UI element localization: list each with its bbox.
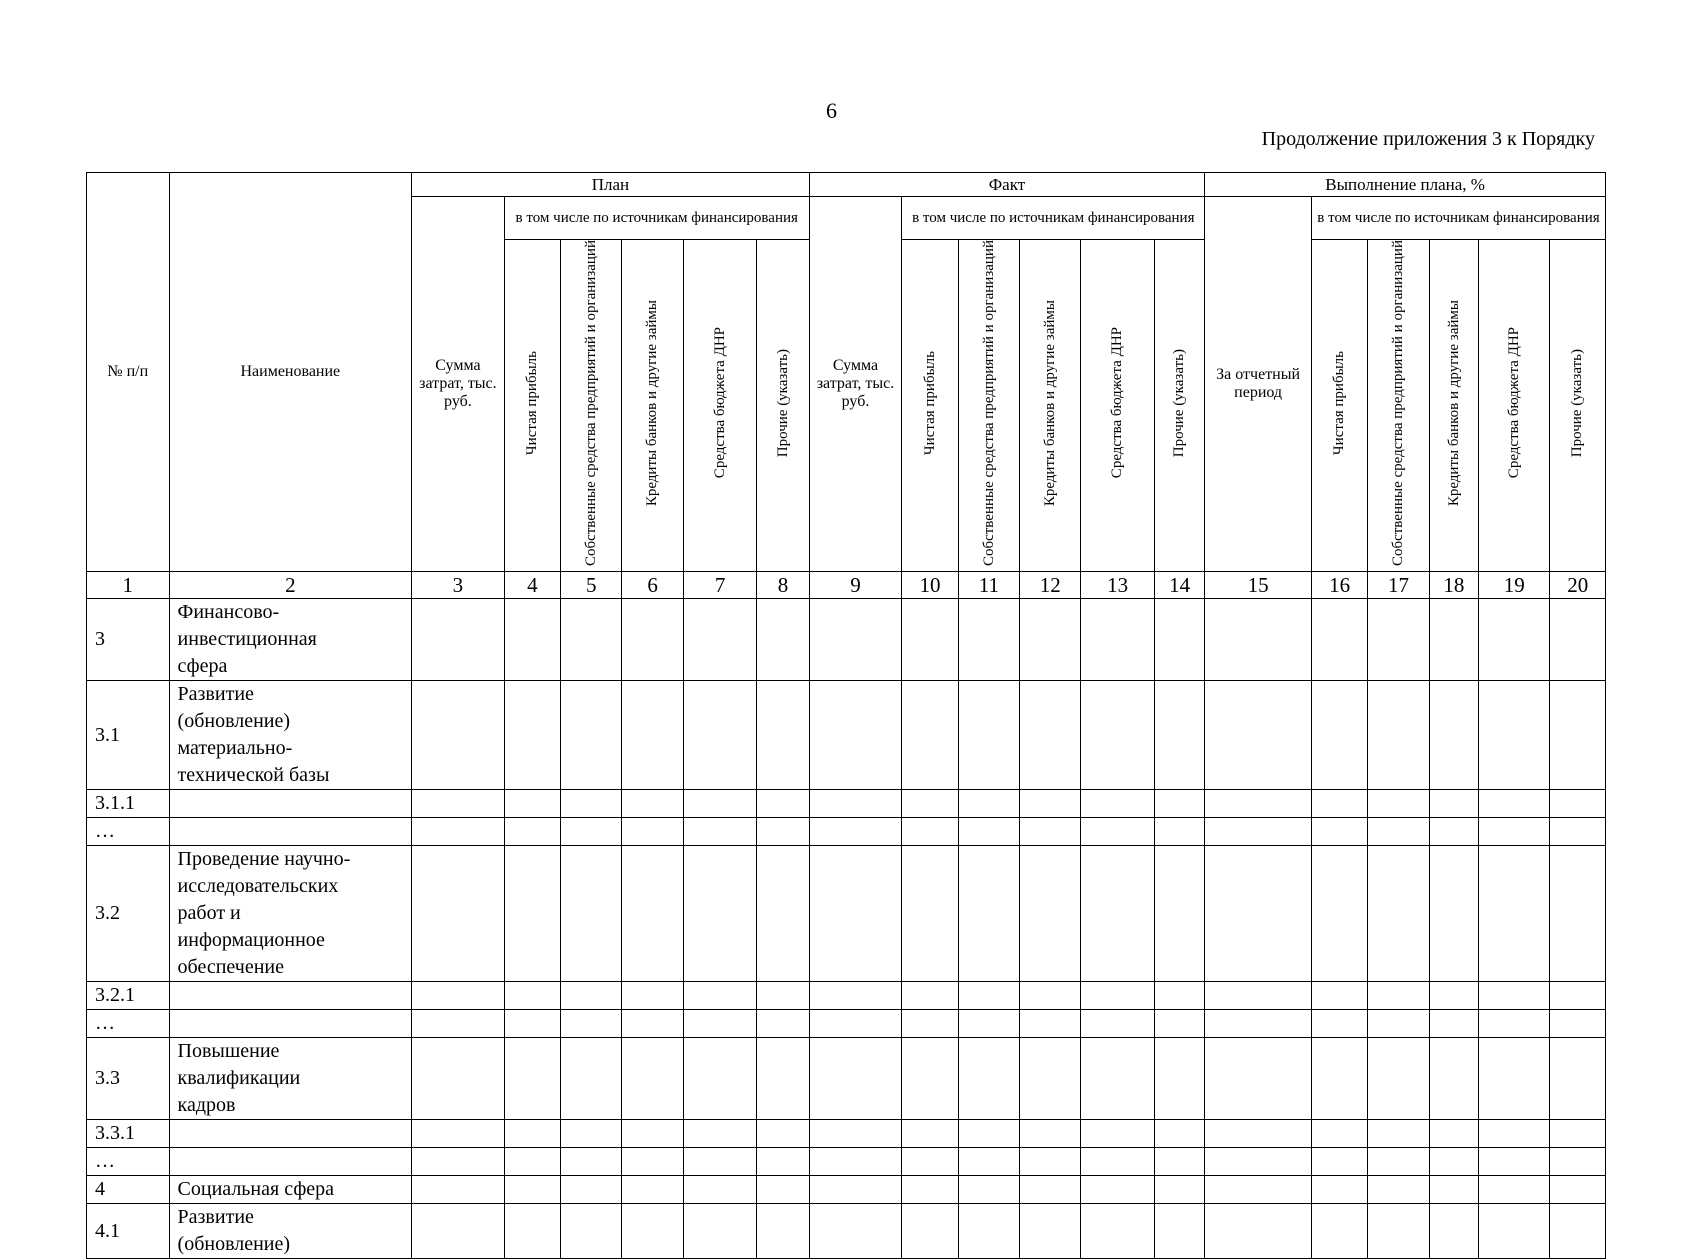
column-number: 15 xyxy=(1205,572,1312,599)
header-fact-net-profit: Чистая прибыль xyxy=(921,350,938,456)
value-cell[interactable] xyxy=(683,1038,756,1120)
value-cell[interactable] xyxy=(1368,1148,1429,1176)
value-cell[interactable] xyxy=(1205,790,1312,818)
header-fact: Факт xyxy=(809,173,1205,197)
value-cell[interactable] xyxy=(1081,982,1154,1010)
value-cell[interactable] xyxy=(757,818,809,846)
value-cell[interactable] xyxy=(1081,1204,1154,1259)
row-name: Финансово- инвестиционная сфера xyxy=(169,599,412,681)
value-cell[interactable] xyxy=(1368,818,1429,846)
value-cell[interactable] xyxy=(1311,790,1367,818)
header-plan-net-profit: Чистая прибыль xyxy=(524,350,541,456)
column-number: 10 xyxy=(902,572,958,599)
value-cell[interactable] xyxy=(622,681,683,790)
value-cell[interactable] xyxy=(504,1010,560,1038)
value-cell[interactable] xyxy=(1550,1148,1606,1176)
header-fact-budget-funds: Средства бюджета ДНР xyxy=(1109,327,1126,479)
value-cell[interactable] xyxy=(622,1148,683,1176)
row-name xyxy=(169,1010,412,1038)
column-number: 11 xyxy=(958,572,1019,599)
value-cell[interactable] xyxy=(1311,1038,1367,1120)
table-row xyxy=(87,1010,1606,1038)
value-cell[interactable] xyxy=(809,1120,902,1148)
table-row xyxy=(87,1120,1606,1148)
value-cell[interactable] xyxy=(757,846,809,982)
row-name xyxy=(169,818,412,846)
value-cell[interactable] xyxy=(504,818,560,846)
value-cell[interactable] xyxy=(561,1038,622,1120)
value-cell[interactable] xyxy=(412,790,505,818)
value-cell[interactable] xyxy=(1081,1148,1154,1176)
value-cell[interactable] xyxy=(1368,790,1429,818)
value-cell[interactable] xyxy=(1020,1010,1081,1038)
value-cell[interactable] xyxy=(1081,818,1154,846)
header-completion-sources: в том числе по источникам финансирования xyxy=(1311,197,1605,240)
value-cell[interactable] xyxy=(561,818,622,846)
appendix-note: Продолжение приложения 3 к Порядку xyxy=(1261,128,1595,150)
value-cell[interactable] xyxy=(504,1204,560,1259)
header-reporting-period: За отчетный период xyxy=(1205,197,1312,572)
value-cell[interactable] xyxy=(412,599,505,681)
value-cell[interactable] xyxy=(902,1038,958,1120)
table-row xyxy=(87,681,1606,790)
table-row xyxy=(87,846,1606,982)
value-cell[interactable] xyxy=(504,1120,560,1148)
value-cell[interactable] xyxy=(1368,1120,1429,1148)
value-cell[interactable] xyxy=(683,599,756,681)
value-cell[interactable] xyxy=(902,1120,958,1148)
value-cell[interactable] xyxy=(1020,1038,1081,1120)
header-fact-bank-loans: Кредиты банков и другие займы xyxy=(1041,299,1058,507)
value-cell[interactable] xyxy=(1550,1038,1606,1120)
value-cell[interactable] xyxy=(902,818,958,846)
value-cell[interactable] xyxy=(757,1204,809,1259)
value-cell[interactable] xyxy=(622,790,683,818)
header-completion-bank-loans: Кредиты банков и другие займы xyxy=(1445,299,1462,507)
value-cell[interactable] xyxy=(1479,982,1550,1010)
value-cell[interactable] xyxy=(1550,790,1606,818)
value-cell[interactable] xyxy=(1020,1148,1081,1176)
value-cell[interactable] xyxy=(1479,1010,1550,1038)
value-cell[interactable] xyxy=(1154,790,1204,818)
value-cell[interactable] xyxy=(1081,1010,1154,1038)
value-cell[interactable] xyxy=(902,1204,958,1259)
value-cell[interactable] xyxy=(1154,1148,1204,1176)
value-cell[interactable] xyxy=(561,1010,622,1038)
value-cell[interactable] xyxy=(1479,846,1550,982)
value-cell[interactable] xyxy=(504,681,560,790)
row-code: 3.2 xyxy=(87,846,170,982)
value-cell[interactable] xyxy=(412,982,505,1010)
value-cell[interactable] xyxy=(1311,1010,1367,1038)
table-row xyxy=(87,790,1606,818)
column-number: 12 xyxy=(1020,572,1081,599)
value-cell[interactable] xyxy=(561,790,622,818)
value-cell[interactable] xyxy=(561,846,622,982)
row-code: 3.1.1 xyxy=(87,790,170,818)
column-number: 1 xyxy=(87,572,170,599)
value-cell[interactable] xyxy=(561,1204,622,1259)
value-cell[interactable] xyxy=(958,982,1019,1010)
header-plan-own-funds: Собственные средства предприятий и организаций xyxy=(583,240,599,567)
value-cell[interactable] xyxy=(902,790,958,818)
value-cell[interactable] xyxy=(1205,1204,1312,1259)
header-plan-total-cost: Сумма затрат, тыс. руб. xyxy=(412,197,505,572)
value-cell[interactable] xyxy=(757,1148,809,1176)
value-cell[interactable] xyxy=(1429,681,1478,790)
row-code: 3.1 xyxy=(87,681,170,790)
value-cell[interactable] xyxy=(1368,982,1429,1010)
column-number: 5 xyxy=(561,572,622,599)
row-name: Социальная сфера xyxy=(169,1176,412,1204)
column-number: 20 xyxy=(1550,572,1606,599)
value-cell[interactable] xyxy=(809,599,902,681)
value-cell[interactable] xyxy=(902,599,958,681)
value-cell[interactable] xyxy=(1479,1148,1550,1176)
value-cell[interactable] xyxy=(1429,818,1478,846)
table-row xyxy=(87,982,1606,1010)
column-number: 7 xyxy=(683,572,756,599)
value-cell[interactable] xyxy=(809,846,902,982)
value-cell[interactable] xyxy=(1550,1120,1606,1148)
value-cell[interactable] xyxy=(902,1010,958,1038)
value-cell[interactable] xyxy=(1550,1204,1606,1259)
value-cell[interactable] xyxy=(1205,681,1312,790)
value-cell[interactable] xyxy=(1205,1038,1312,1120)
value-cell[interactable] xyxy=(412,1204,505,1259)
value-cell[interactable] xyxy=(683,790,756,818)
row-code: 4.1 xyxy=(87,1204,170,1259)
value-cell[interactable] xyxy=(809,1204,902,1259)
table-row xyxy=(87,1038,1606,1120)
column-number: 13 xyxy=(1081,572,1154,599)
value-cell[interactable] xyxy=(1429,1120,1478,1148)
value-cell[interactable] xyxy=(1205,846,1312,982)
row-code: 3 xyxy=(87,599,170,681)
column-number: 17 xyxy=(1368,572,1429,599)
column-number: 3 xyxy=(412,572,505,599)
header-no: № п/п xyxy=(87,173,170,572)
value-cell[interactable] xyxy=(1429,982,1478,1010)
value-cell[interactable] xyxy=(902,1148,958,1176)
value-cell[interactable] xyxy=(1550,818,1606,846)
value-cell[interactable] xyxy=(622,1120,683,1148)
value-cell[interactable] xyxy=(561,1148,622,1176)
column-number: 4 xyxy=(504,572,560,599)
value-cell[interactable] xyxy=(504,846,560,982)
table-row xyxy=(87,1204,1606,1259)
value-cell[interactable] xyxy=(1081,790,1154,818)
column-number: 16 xyxy=(1311,572,1367,599)
row-code: … xyxy=(87,1010,170,1038)
header-name: Наименование xyxy=(169,173,412,572)
value-cell[interactable] xyxy=(1429,1038,1478,1120)
value-cell[interactable] xyxy=(1311,846,1367,982)
header-completion-net-profit: Чистая прибыль xyxy=(1331,350,1348,456)
row-name xyxy=(169,982,412,1010)
header-completion-other: Прочие (указать) xyxy=(1569,348,1586,458)
value-cell[interactable] xyxy=(1311,818,1367,846)
value-cell[interactable] xyxy=(902,846,958,982)
value-cell[interactable] xyxy=(412,818,505,846)
value-cell[interactable] xyxy=(1368,1204,1429,1259)
value-cell[interactable] xyxy=(412,1148,505,1176)
value-cell[interactable] xyxy=(1205,599,1312,681)
value-cell[interactable] xyxy=(1081,681,1154,790)
value-cell[interactable] xyxy=(958,681,1019,790)
value-cell[interactable] xyxy=(757,1010,809,1038)
value-cell[interactable] xyxy=(1205,1148,1312,1176)
value-cell[interactable] xyxy=(504,599,560,681)
value-cell[interactable] xyxy=(412,846,505,982)
value-cell[interactable] xyxy=(622,1010,683,1038)
value-cell[interactable] xyxy=(958,1148,1019,1176)
column-number: 18 xyxy=(1429,572,1478,599)
row-name xyxy=(169,1120,412,1148)
column-number: 9 xyxy=(809,572,902,599)
row-name: Развитие (обновление) материально- технической базы xyxy=(169,681,412,790)
value-cell[interactable] xyxy=(809,982,902,1010)
value-cell[interactable] xyxy=(683,846,756,982)
value-cell[interactable] xyxy=(958,790,1019,818)
value-cell[interactable] xyxy=(1020,1204,1081,1259)
value-cell[interactable] xyxy=(902,681,958,790)
page-number: 6 xyxy=(826,98,837,123)
value-cell[interactable] xyxy=(1479,790,1550,818)
header-fact-total-cost: Сумма затрат, тыс. руб. xyxy=(809,197,902,572)
value-cell[interactable] xyxy=(1081,1120,1154,1148)
header-completion-budget-funds: Средства бюджета ДНР xyxy=(1505,327,1522,479)
value-cell[interactable] xyxy=(1311,1148,1367,1176)
row-code: … xyxy=(87,1148,170,1176)
table-row xyxy=(87,1148,1606,1176)
value-cell[interactable] xyxy=(1311,599,1367,681)
column-number: 19 xyxy=(1479,572,1550,599)
value-cell[interactable] xyxy=(1154,599,1204,681)
row-name xyxy=(169,1148,412,1176)
value-cell[interactable] xyxy=(622,818,683,846)
column-number: 8 xyxy=(757,572,809,599)
value-cell[interactable] xyxy=(1368,599,1429,681)
value-cell[interactable] xyxy=(1020,818,1081,846)
value-cell[interactable] xyxy=(504,1038,560,1120)
value-cell[interactable] xyxy=(683,681,756,790)
value-cell[interactable] xyxy=(1020,982,1081,1010)
header-plan-budget-funds: Средства бюджета ДНР xyxy=(711,327,728,479)
value-cell[interactable] xyxy=(683,1010,756,1038)
header-fact-other: Прочие (указать) xyxy=(1171,348,1188,458)
value-cell[interactable] xyxy=(683,1148,756,1176)
value-cell[interactable] xyxy=(1368,681,1429,790)
value-cell[interactable] xyxy=(1429,846,1478,982)
value-cell[interactable] xyxy=(412,681,505,790)
row-code: … xyxy=(87,818,170,846)
value-cell[interactable] xyxy=(809,1148,902,1176)
value-cell[interactable] xyxy=(958,846,1019,982)
value-cell[interactable] xyxy=(561,599,622,681)
value-cell[interactable] xyxy=(757,681,809,790)
value-cell[interactable] xyxy=(622,1038,683,1120)
value-cell[interactable] xyxy=(1020,1120,1081,1148)
column-number: 6 xyxy=(622,572,683,599)
value-cell[interactable] xyxy=(1368,1010,1429,1038)
value-cell[interactable] xyxy=(1429,1148,1478,1176)
header-plan-sources: в том числе по источникам финансирования xyxy=(504,197,809,240)
value-cell[interactable] xyxy=(1020,681,1081,790)
value-cell[interactable] xyxy=(504,1148,560,1176)
value-cell[interactable] xyxy=(1020,599,1081,681)
value-cell[interactable] xyxy=(1429,599,1478,681)
row-code: 4 xyxy=(87,1176,170,1204)
value-cell[interactable] xyxy=(1205,818,1312,846)
value-cell[interactable] xyxy=(1311,681,1367,790)
value-cell[interactable] xyxy=(809,1038,902,1120)
header-fact-sources: в том числе по источникам финансирования xyxy=(902,197,1205,240)
value-cell[interactable] xyxy=(1205,1120,1312,1148)
value-cell[interactable] xyxy=(1479,1038,1550,1120)
value-cell[interactable] xyxy=(561,681,622,790)
value-cell[interactable] xyxy=(958,1038,1019,1120)
value-cell[interactable] xyxy=(958,818,1019,846)
header-plan: План xyxy=(412,173,810,197)
value-cell[interactable] xyxy=(1020,790,1081,818)
value-cell[interactable] xyxy=(1550,599,1606,681)
row-code: 3.3 xyxy=(87,1038,170,1120)
value-cell[interactable] xyxy=(1154,846,1204,982)
value-cell[interactable] xyxy=(1154,818,1204,846)
value-cell[interactable] xyxy=(1020,846,1081,982)
value-cell[interactable] xyxy=(1081,1038,1154,1120)
value-cell[interactable] xyxy=(757,790,809,818)
value-cell[interactable] xyxy=(1368,846,1429,982)
value-cell[interactable] xyxy=(1368,1038,1429,1120)
table-body xyxy=(87,572,1606,1259)
value-cell[interactable] xyxy=(1479,1204,1550,1259)
value-cell[interactable] xyxy=(561,1120,622,1148)
value-cell[interactable] xyxy=(1205,1010,1312,1038)
value-cell[interactable] xyxy=(809,790,902,818)
table-row xyxy=(87,818,1606,846)
header-plan-bank-loans: Кредиты банков и другие займы xyxy=(644,299,661,507)
value-cell[interactable] xyxy=(1550,1010,1606,1038)
row-name: Развитие (обновление) xyxy=(169,1204,412,1259)
value-cell[interactable] xyxy=(757,1120,809,1148)
column-number-row xyxy=(87,572,1606,599)
value-cell[interactable] xyxy=(504,790,560,818)
value-cell[interactable] xyxy=(809,1010,902,1038)
value-cell[interactable] xyxy=(683,818,756,846)
value-cell[interactable] xyxy=(958,1010,1019,1038)
value-cell[interactable] xyxy=(809,681,902,790)
header-completion: Выполнение плана, % xyxy=(1205,173,1606,197)
value-cell[interactable] xyxy=(958,1120,1019,1148)
value-cell[interactable] xyxy=(622,982,683,1010)
value-cell[interactable] xyxy=(958,1204,1019,1259)
header-fact-own-funds: Собственные средства предприятий и организаций xyxy=(980,240,997,567)
value-cell[interactable] xyxy=(1311,1120,1367,1148)
value-cell[interactable] xyxy=(1154,982,1204,1010)
header-completion-own-funds: Собственные средства предприятий и организаций xyxy=(1390,240,1407,567)
row-code: 3.3.1 xyxy=(87,1120,170,1148)
value-cell[interactable] xyxy=(622,1204,683,1259)
value-cell[interactable] xyxy=(683,982,756,1010)
column-number: 14 xyxy=(1154,572,1204,599)
value-cell[interactable] xyxy=(412,1010,505,1038)
value-cell[interactable] xyxy=(622,846,683,982)
value-cell[interactable] xyxy=(1154,681,1204,790)
value-cell[interactable] xyxy=(757,982,809,1010)
value-cell[interactable] xyxy=(1479,1120,1550,1148)
value-cell[interactable] xyxy=(1205,982,1312,1010)
value-cell[interactable] xyxy=(622,599,683,681)
row-code: 3.2.1 xyxy=(87,982,170,1010)
value-cell[interactable] xyxy=(504,982,560,1010)
value-cell[interactable] xyxy=(1081,599,1154,681)
value-cell[interactable] xyxy=(1550,681,1606,790)
value-cell[interactable] xyxy=(757,1038,809,1120)
value-cell[interactable] xyxy=(1081,846,1154,982)
value-cell[interactable] xyxy=(1311,982,1367,1010)
value-cell[interactable] xyxy=(1154,1120,1204,1148)
value-cell[interactable] xyxy=(1429,790,1478,818)
row-name: Повышение квалификации кадров xyxy=(169,1038,412,1120)
value-cell[interactable] xyxy=(1154,1204,1204,1259)
value-cell[interactable] xyxy=(561,982,622,1010)
value-cell[interactable] xyxy=(683,1120,756,1148)
value-cell[interactable] xyxy=(683,1204,756,1259)
report-table xyxy=(86,172,1606,1259)
row-name xyxy=(169,790,412,818)
value-cell[interactable] xyxy=(809,818,902,846)
value-cell[interactable] xyxy=(1479,681,1550,790)
header-plan-other: Прочие (указать) xyxy=(774,348,791,458)
value-cell[interactable] xyxy=(1154,1038,1204,1120)
row-name: Проведение научно- исследовательских работ и информационное обеспечение xyxy=(169,846,412,982)
column-number: 2 xyxy=(169,572,412,599)
value-cell[interactable] xyxy=(1429,1204,1478,1259)
value-cell[interactable] xyxy=(1550,982,1606,1010)
value-cell[interactable] xyxy=(412,1120,505,1148)
value-cell[interactable] xyxy=(1429,1010,1478,1038)
value-cell[interactable] xyxy=(958,599,1019,681)
value-cell[interactable] xyxy=(1550,846,1606,982)
table-row xyxy=(87,599,1606,681)
value-cell[interactable] xyxy=(1154,1010,1204,1038)
value-cell[interactable] xyxy=(1479,818,1550,846)
value-cell[interactable] xyxy=(902,982,958,1010)
value-cell[interactable] xyxy=(1311,1204,1367,1259)
value-cell[interactable] xyxy=(1479,599,1550,681)
value-cell[interactable] xyxy=(757,599,809,681)
value-cell[interactable] xyxy=(412,1038,505,1120)
